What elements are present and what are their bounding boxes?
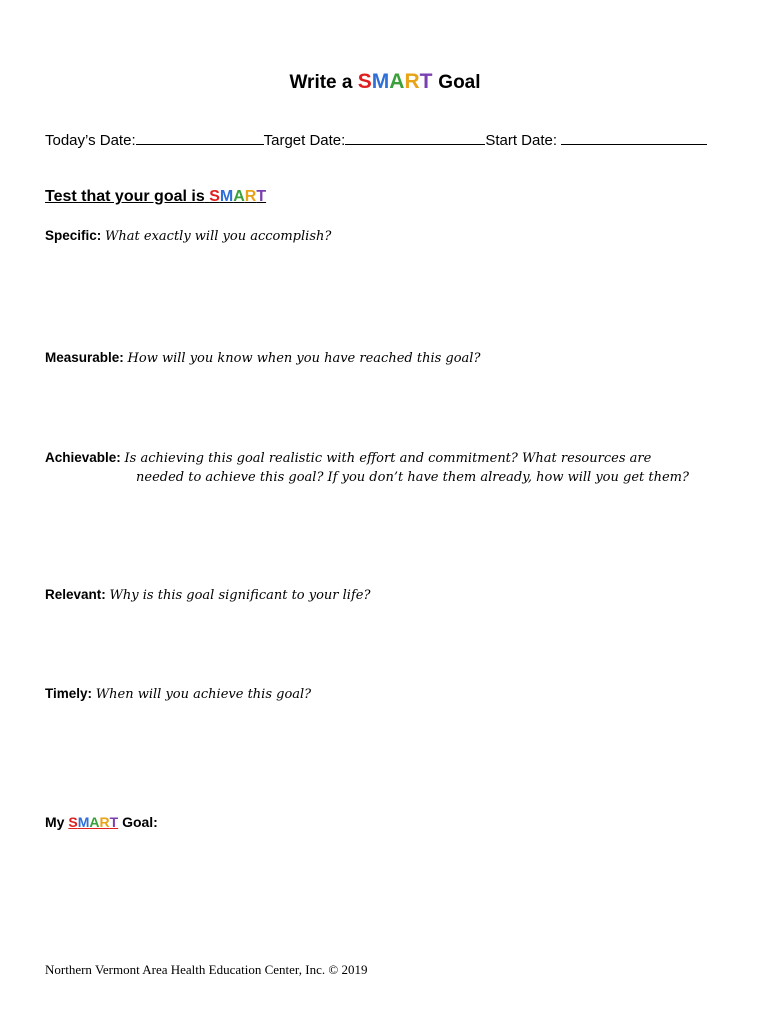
question-label: Relevant: bbox=[45, 587, 106, 602]
smart-letter-a: A bbox=[389, 70, 405, 93]
question-text: Why is this goal significant to your life? bbox=[109, 588, 371, 603]
todays-date-line[interactable] bbox=[136, 130, 264, 145]
question-label: Specific: bbox=[45, 228, 102, 243]
smart-letter-m: M bbox=[371, 70, 390, 93]
question-text: When will you achieve this goal? bbox=[95, 687, 312, 702]
section-heading-prefix: Test that your goal is bbox=[45, 188, 205, 205]
question-measurable bbox=[45, 350, 735, 366]
question-label: Timely: bbox=[45, 686, 93, 701]
question-timely bbox=[45, 686, 735, 702]
smart-letter-r: R bbox=[404, 70, 420, 93]
date-fields bbox=[45, 130, 707, 149]
smart-letter-s: S bbox=[357, 70, 372, 93]
my-goal-smart bbox=[68, 814, 118, 830]
question-text: How will you know when you have reached this goal? bbox=[127, 351, 481, 366]
my-smart-goal bbox=[45, 814, 158, 830]
title-suffix: Goal bbox=[438, 72, 481, 93]
start-date-label: Start Date: bbox=[485, 132, 558, 149]
smart-letter-t: T bbox=[419, 70, 433, 93]
smart-letter-t: T bbox=[256, 188, 267, 205]
question-label: Achievable: bbox=[45, 450, 121, 465]
smart-letter-r: R bbox=[99, 814, 110, 830]
target-date-line[interactable] bbox=[345, 130, 485, 145]
smart-letter-s: S bbox=[68, 814, 78, 830]
smart-letter-m: M bbox=[219, 188, 234, 205]
smart-letter-s: S bbox=[209, 188, 220, 205]
title-smart bbox=[358, 70, 439, 93]
start-date-line[interactable] bbox=[561, 130, 707, 145]
target-date-label: Target Date: bbox=[263, 132, 346, 149]
my-goal-prefix: My bbox=[45, 814, 65, 830]
my-goal-suffix: Goal: bbox=[122, 814, 158, 830]
smart-letter-r: R bbox=[244, 188, 257, 205]
smart-letter-m: M bbox=[77, 814, 90, 830]
footer-copyright: Northern Vermont Area Health Education Center, Inc. © 2019 bbox=[45, 962, 368, 977]
page-title bbox=[0, 70, 770, 94]
section-heading bbox=[45, 188, 266, 206]
smart-letter-a: A bbox=[233, 188, 245, 205]
question-text-continued: needed to achieve this goal? If you don’t have them already, how will you get them? bbox=[136, 470, 689, 485]
question-label: Measurable: bbox=[45, 350, 124, 365]
question-text: Is achieving this goal realistic with effort and commitment? What resources are bbox=[124, 451, 652, 466]
smart-letter-a: A bbox=[89, 814, 100, 830]
todays-date-label: Today’s Date: bbox=[45, 132, 136, 149]
question-text: What exactly will you accomplish? bbox=[105, 229, 332, 244]
question-relevant bbox=[45, 587, 735, 603]
question-specific bbox=[45, 228, 735, 244]
question-achievable bbox=[45, 450, 735, 485]
section-heading-smart bbox=[209, 188, 266, 205]
title-prefix: Write a bbox=[289, 72, 353, 93]
smart-letter-t: T bbox=[109, 814, 119, 830]
